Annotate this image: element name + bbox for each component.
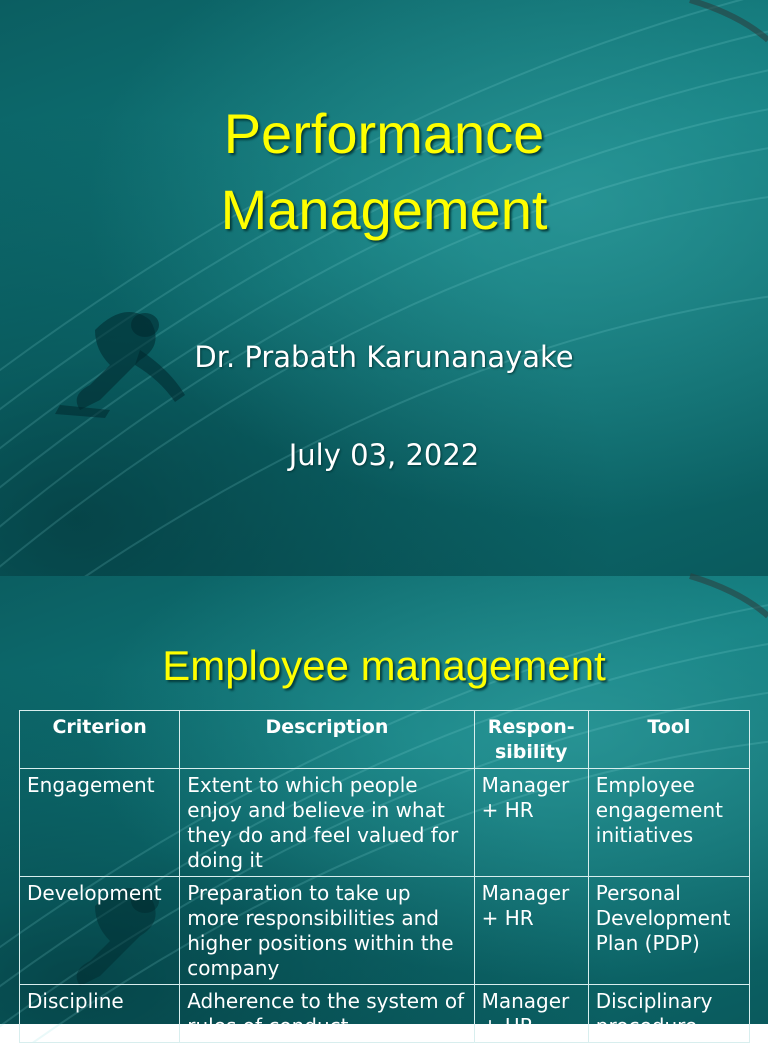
cell-criterion: Development bbox=[20, 877, 180, 985]
cell-responsibility: Manager + HR bbox=[474, 769, 588, 877]
table-row bbox=[20, 877, 750, 985]
presentation-date: July 03, 2022 bbox=[288, 438, 480, 472]
employee-management-table bbox=[19, 710, 750, 1043]
header-responsibility: Respon- sibility bbox=[474, 711, 588, 769]
cell-tool: Employee engagement initiatives bbox=[588, 769, 749, 877]
cell-criterion: Engagement bbox=[20, 769, 180, 877]
cell-criterion: Discipline bbox=[20, 985, 180, 1043]
employee-management-slide bbox=[0, 576, 768, 1038]
table-header-row bbox=[20, 711, 750, 769]
header-tool: Tool bbox=[588, 711, 749, 769]
cell-tool: Personal Development Plan (PDP) bbox=[588, 877, 749, 985]
cell-description: Extent to which people enjoy and believe in what they do and feel valued for doing it bbox=[180, 769, 474, 877]
slide-title: Employee management bbox=[162, 642, 606, 689]
cell-responsibility: Manager + HR bbox=[474, 985, 588, 1043]
title-line-1: Performance bbox=[223, 102, 545, 165]
header-criterion: Criterion bbox=[20, 711, 180, 769]
cell-responsibility: Manager + HR bbox=[474, 877, 588, 985]
cell-description: Adherence to the system of rules of conduct bbox=[180, 985, 474, 1043]
author-name: Dr. Prabath Karunanayake bbox=[194, 340, 574, 374]
title-line-2: Management bbox=[220, 178, 548, 241]
table-row bbox=[20, 769, 750, 877]
cell-description: Preparation to take up more responsibilities and higher positions within the company bbox=[180, 877, 474, 985]
table-row bbox=[20, 985, 750, 1043]
header-description: Description bbox=[180, 711, 474, 769]
slide-title bbox=[0, 96, 768, 248]
cell-tool: Disciplinary procedure bbox=[588, 985, 749, 1043]
